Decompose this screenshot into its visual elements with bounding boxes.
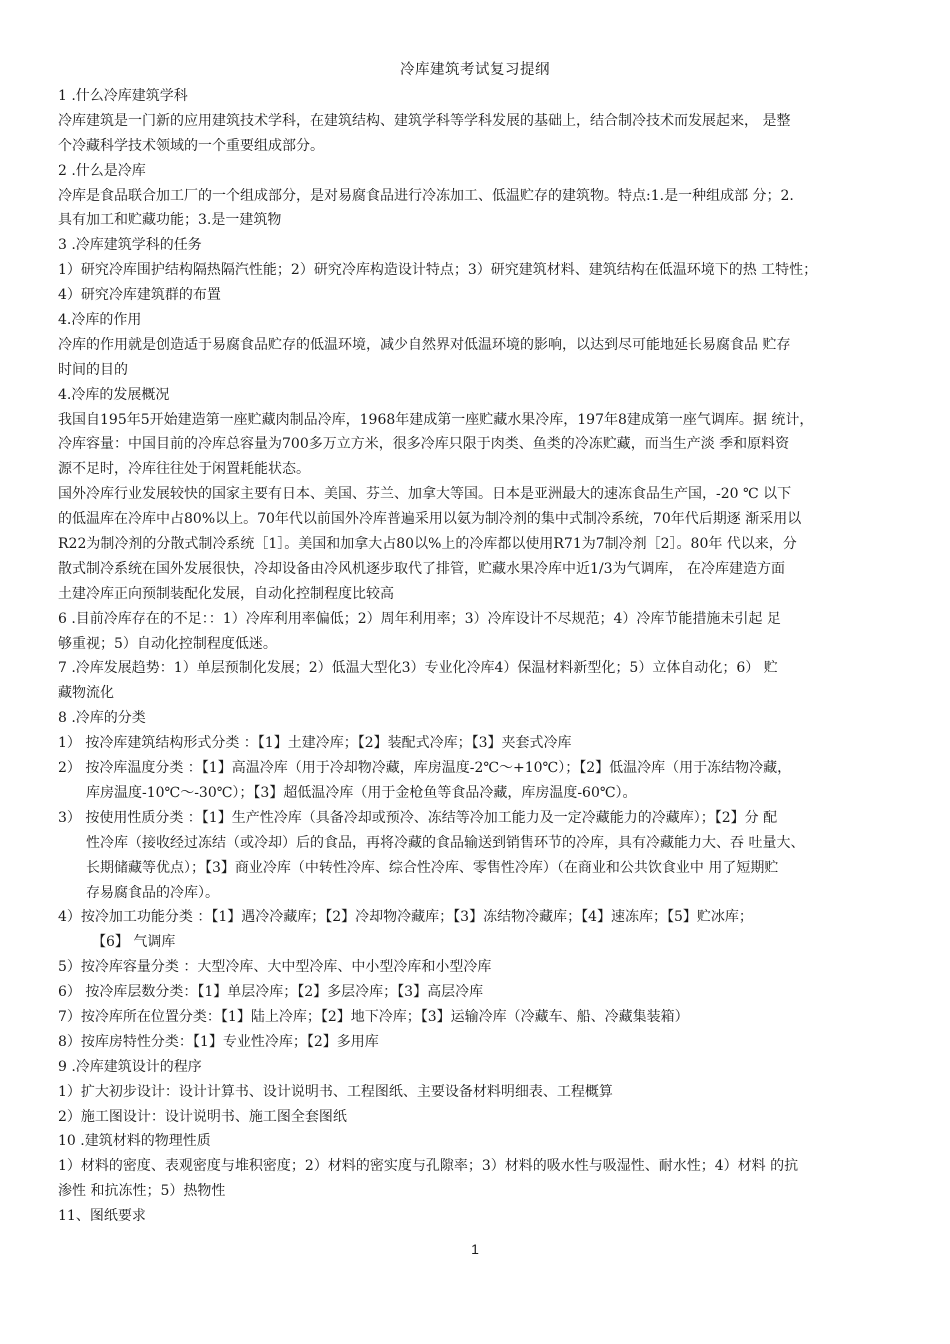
text-line: 的低温库在冷库中占80%以上。70年代以前国外冷库普遍采用以氨为制冷剂的集中式制冷系统，70年代后期逐 渐采用以 [58, 511, 802, 528]
text-line: 3） 按使用性质分类 ：【1】生产性冷库（具备冷却或预冷、冻结等冷加工能力及一定冷藏能力的冷藏库）；【2】分 配 [58, 809, 778, 826]
text-line: 冷库的作用就是创造适于易腐食品贮存的低温环境，减少自然界对低温环境的影响，以达到尽可能地延长易腐食品 贮存 [58, 336, 791, 353]
text-line: 【6】 气调库 [92, 934, 176, 951]
text-line: 1）扩大初步设计：设计计算书、设计说明书、工程图纸、主要设备材料明细表、工程概算 [58, 1083, 613, 1100]
text-line: 藏物流化 [58, 685, 114, 702]
text-line: 4.冷库的发展概况 [58, 386, 170, 403]
text-line: 源不足时，冷库往往处于闲置耗能状态。 [58, 461, 310, 478]
text-line: 4）研究冷库建筑群的布置 [58, 287, 221, 304]
text-line: 6 .目前冷库存在的不足：：1）冷库利用率偏低；2）周年利用率；3）冷库设计不尽规范；4）冷库节能措施未引起 足 [58, 610, 781, 627]
text-line: 2 .什么是冷库 [58, 162, 146, 179]
page-number: 1 [471, 1241, 479, 1257]
text-line: 库房温度-10℃～-30℃）；【3】超低温冷库（用于金枪鱼等食品冷藏，库房温度-60℃）。 [86, 784, 637, 801]
text-line: 2）施工图设计：设计说明书、施工图全套图纸 [58, 1108, 347, 1125]
text-line: 4.冷库的作用 [58, 312, 142, 329]
text-line: 5）按冷库容量分类 ：大型冷库、大中型冷库、中小型冷库和小型冷库 [58, 959, 492, 976]
text-line: 够重视；5）自动化控制程度低迷。 [58, 635, 277, 652]
text-line: 7）按冷库所在位置分类：【1】陆上冷库；【2】地下冷库；【3】运输冷库（冷藏车、船、冷藏集装箱） [58, 1008, 689, 1025]
text-line: 我国自195年5开始建造第一座贮藏肉制品冷库，1968年建成第一座贮藏水果冷库，197年8建成第一座气调库。据 统计， [58, 411, 814, 428]
document-title: 冷库建筑考试复习提纲 [400, 62, 550, 78]
text-line: 时间的目的 [58, 361, 128, 378]
text-line: 散式制冷系统在国外发展很快，冷却设备由冷风机逐步取代了排管，贮藏水果冷库中近1/3为气调库， 在冷库建造方面 [58, 560, 785, 577]
text-line: 长期储藏等优点）；【3】商业冷库（中转性冷库、综合性冷库、零售性冷库）（在商业和公共饮食业中 用了短期贮 [86, 859, 779, 876]
text-line: 性冷库（接收经过冻结（或冷却）后的食品，再将冷藏的食品输送到销售环节的冷库，具有冷藏能力大、吞 吐量大、 [86, 834, 805, 851]
text-line: 1）材料的密度、表观密度与堆积密度；2）材料的密实度与孔隙率；3）材料的吸水性与吸湿性、耐水性；4）材料 的抗 [58, 1158, 799, 1175]
text-line: 渗性 和抗冻性；5）热物性 [58, 1183, 226, 1200]
text-line: 冷库是食品联合加工厂的一个组成部分，是对易腐食品进行冷冻加工、低温贮存的建筑物。特点:1.是一种组成部 分；2. [58, 187, 794, 204]
text-line: 11、图纸要求 [58, 1208, 146, 1225]
text-line: 8）按库房特性分类：【1】专业性冷库；【2】多用库 [58, 1033, 379, 1050]
text-line: 国外冷库行业发展较快的国家主要有日本、美国、芬兰、加拿大等国。日本是亚洲最大的速冻食品生产国，-20 ℃ 以下 [58, 486, 792, 503]
text-line: R22为制冷剂的分散式制冷系统［1］。美国和加拿大占80以%上的冷库都以使用R71为7制冷剂［2］。80年 代以来，分 [58, 536, 797, 553]
text-line: 9 .冷库建筑设计的程序 [58, 1058, 202, 1075]
text-line: 个冷藏科学技术领域的一个重要组成部分。 [58, 137, 324, 154]
text-line: 冷库容量：中国目前的冷库总容量为700多万立方米，很多冷库只限于肉类、鱼类的冷冻贮藏，而当生产淡 季和原料资 [58, 436, 790, 453]
text-line: 7 .冷库发展趋势：1）单层预制化发展；2）低温大型化3）专业化冷库4）保温材料新型化；5）立体自动化；6） 贮 [58, 660, 778, 677]
text-line: 6） 按冷库层数分类：【1】单层冷库；【2】多层冷库；【3】高层冷库 [58, 984, 484, 1001]
text-line: 8 .冷库的分类 [58, 710, 146, 727]
text-line: 冷库建筑是一门新的应用建筑技术学科，在建筑结构、建筑学科等学科发展的基础上，结合制冷技术而发展起来， 是整 [58, 112, 791, 129]
text-line: 2） 按冷库温度分类 ：【1】高温冷库（用于冷却物冷藏，库房温度-2℃～+10℃）；【2】低温冷库（用于冻结物冷藏， [58, 760, 792, 777]
text-line: 存易腐食品的冷库）。 [86, 884, 219, 901]
text-line: 1） 按冷库建筑结构形式分类 ：【1】土建冷库；【2】装配式冷库；【3】夹套式冷库 [58, 735, 572, 752]
text-line: 3 .冷库建筑学科的任务 [58, 237, 202, 254]
text-line: 4）按冷加工功能分类 ：【1】遇冷冷藏库；【2】冷却物冷藏库；【3】冻结物冷藏库；【4】速冻库；【5】贮冰库； [58, 909, 753, 926]
text-line: 具有加工和贮藏功能；3.是一建筑物 [58, 212, 282, 229]
text-line: 1 .什么冷库建筑学科 [58, 88, 188, 104]
document-body [58, 84, 908, 1229]
text-line: 1）研究冷库围护结构隔热隔汽性能；2）研究冷库构造设计特点；3）研究建筑材料、建筑结构在低温环境下的热 工特性； [58, 262, 818, 279]
text-line: 土建冷库正向预制装配化发展，自动化控制程度比较高 [58, 585, 394, 602]
text-line: 10 .建筑材料的物理性质 [58, 1133, 211, 1150]
